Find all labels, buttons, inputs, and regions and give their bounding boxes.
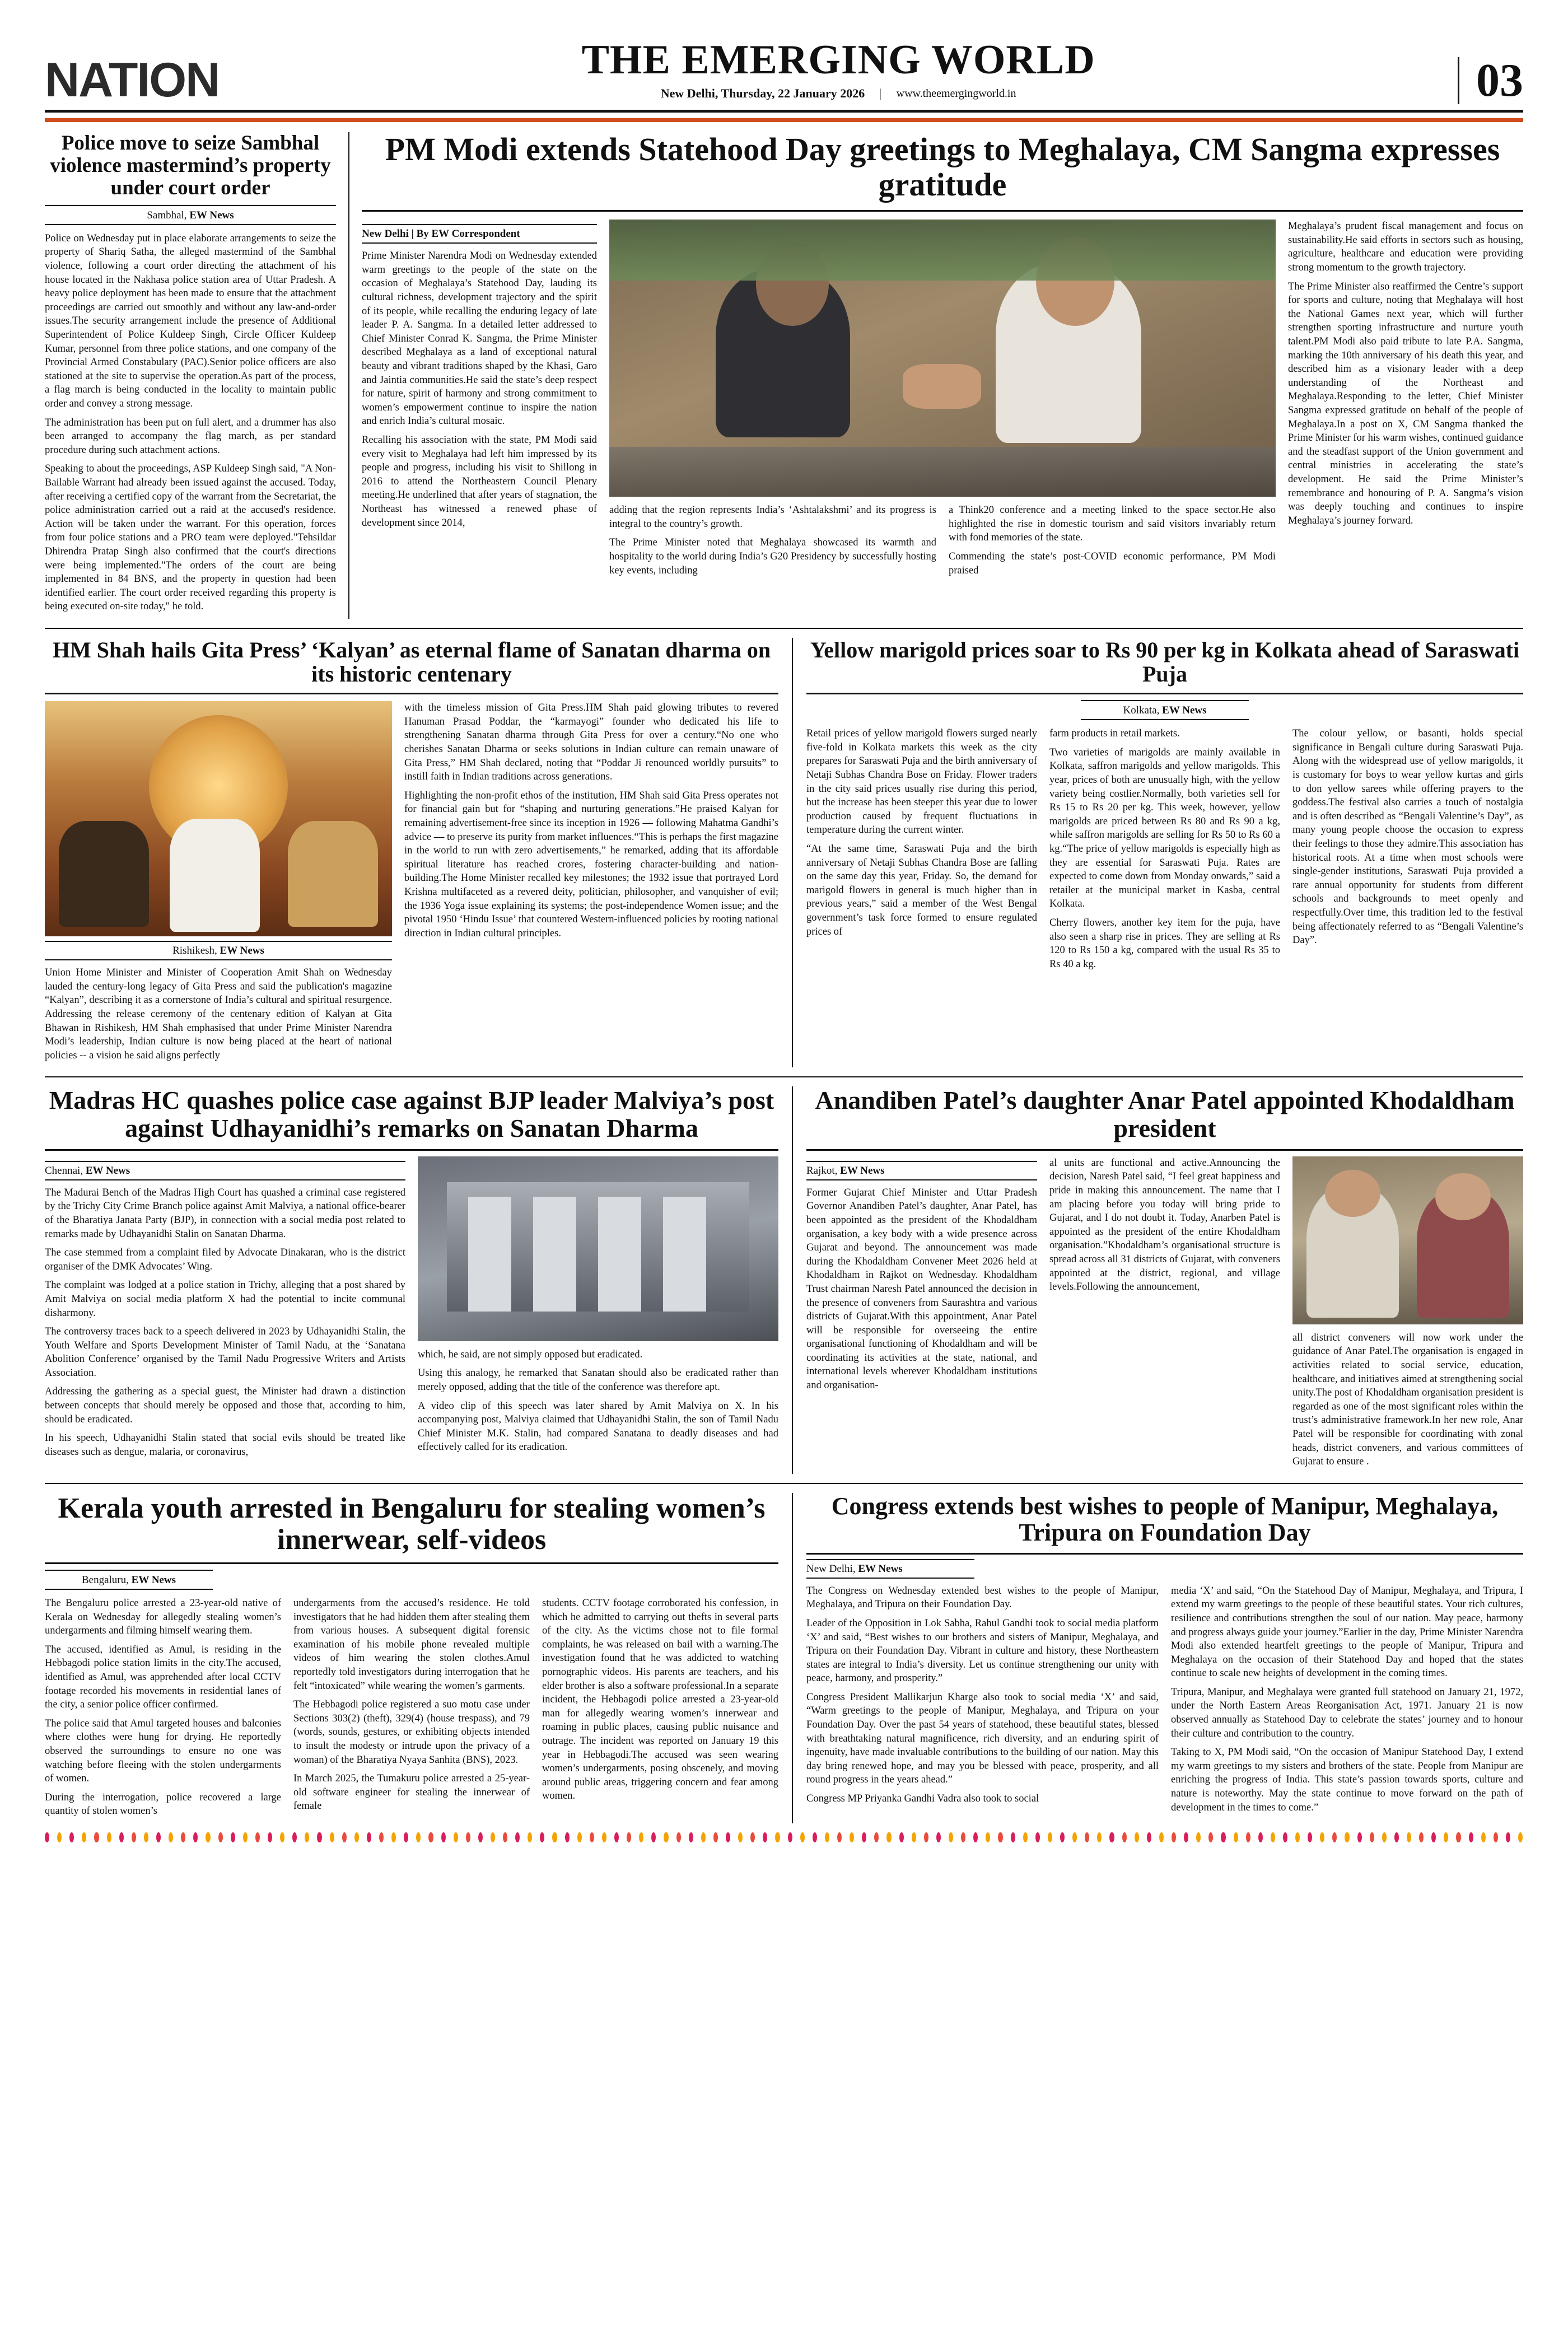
- anar-col3: [1292, 1156, 1523, 1474]
- photo-gita-press-event: [45, 701, 392, 936]
- footer-dot: [255, 1832, 260, 1842]
- footer-dot: [1184, 1832, 1188, 1842]
- footer-dot: [1109, 1832, 1114, 1842]
- byline-source: EW News: [858, 1562, 903, 1575]
- footer-dot: [874, 1832, 879, 1842]
- paragraph: Two varieties of marigolds are mainly available in Kolkata, saffron marigolds and yellow marigolds. This year, prices of both are unusually high, with the yellow variety being costlier.Normally, both varieties sell for Rs 15 to Rs 20 per kg. This week, however, yellow marigolds are priced between Rs 80 and Rs 90 a kg, while saffron marigolds are selling for Rs 50 to Rs 60 a kg.“The price of yellow marigolds is especially high as they are essential for Saraswati Puja. Rates are expected to come down from Monday onwards,” said a retailer at the municipal market in Kasba, central Kolkata.: [1049, 746, 1280, 910]
- paragraph: The Congress on Wednesday extended best wishes to the people of Manipur, Meghalaya, and Tripura on their Foundation Day.: [806, 1585, 1159, 1611]
- footer-dot: [243, 1832, 248, 1842]
- footer-dot: [750, 1832, 755, 1842]
- footer-dot: [1035, 1832, 1040, 1842]
- footer-dot: [367, 1832, 371, 1842]
- paragraph: Cherry flowers, another key item for the puja, have also seen a sharp rise in prices. They are selling at Rs 120 to Rs 150 a kg, compared with the usual Rs 35 to Rs 40 a kg.: [1049, 917, 1280, 970]
- footer-dot: [590, 1832, 594, 1842]
- footer-dot: [1481, 1832, 1486, 1842]
- footer-dot: [713, 1832, 718, 1842]
- footer-dot: [961, 1832, 965, 1842]
- footer-dot: [1258, 1832, 1263, 1842]
- footer-dot: [973, 1832, 978, 1842]
- footer-dot: [540, 1832, 544, 1842]
- paragraph: Speaking to about the proceedings, ASP Kuldeep Singh said, "A Non-Bailable Warrant had already been issued against the accused. Today, after receiving a certified copy of the warrant from the Secretariat, the police administration carried out a raid at the accused's residence. Action will be taken under the warrant. For this operation, forces from four police stations and a PRO team were deployed."Tehsildar Dhirendra Pratap Singh also confirmed that the court's directions were being implemented."The orders of the court are being implemented in 84 BNS, and the property in question had been identified earlier. The court order received regarding this property is being executed on-site today," he told.: [45, 463, 336, 613]
- headline-marigold: Yellow marigold prices soar to Rs 90 per kg in Kolkata ahead of Saraswati Puja: [810, 637, 1520, 687]
- paragraph: The accused, identified as Amul, is residing in the Hebbagodi police station limits in the city.The accused, identified as Amul, was apprehended after local CCTV footage recorded his movements in residential lanes of the city, a senior police officer confirmed.: [45, 1644, 281, 1711]
- footer-dot: [82, 1832, 86, 1842]
- dateline: New Delhi, Thursday, 22 January 2026: [660, 86, 865, 100]
- byline-place: Chennai,: [45, 1164, 83, 1177]
- paragraph: In his speech, Udhayanidhi Stalin stated that social evils should be treated like diseases such as dengue, malaria, or coronavirus,: [45, 1432, 405, 1458]
- footer-dot: [689, 1832, 693, 1842]
- story-madras-hc: [45, 1086, 778, 1473]
- footer-dot: [813, 1832, 817, 1842]
- story-congress: [806, 1493, 1523, 1823]
- pm-modi-photo-and-cols: [609, 220, 1276, 582]
- footer-dot: [899, 1832, 904, 1842]
- byline-source: EW News: [85, 1164, 130, 1177]
- story-gita-press: [45, 638, 778, 1068]
- paragraph: Recalling his association with the state, PM Modi said every visit to Meghalaya had left him impressed by its people and progress, including his visit to Shillong in 2016 to attend the Northeastern Council Plenary meeting.He underlined that after years of stagnation, the Northeast has witnessed a renewed phase of development since 2014,: [362, 434, 597, 529]
- byline-place: Bengaluru,: [81, 1574, 129, 1586]
- headline-kerala-youth: Kerala youth arrested in Bengaluru for stealing women’s innerwear, self-videos: [58, 1492, 766, 1556]
- paragraph: Police on Wednesday put in place elaborate arrangements to seize the property of Shariq Satha, the alleged mastermind of the Sambhal violence, following a court order directing the attachment of his house located in the Nakhasa police station area of Uttar Pradesh. A heavy police deployment has been made to ensure that the attachment proceedings are carried out smoothly and without any law-and-order issues.The security arrangement include the presence of Additional Superintendent of Police Kuldeep Singh, Circle Officer Kuldeep Kumar, personnel from three police stations, and one company of the Provincial Armed Constabulary (PAC).Senior police officers are also stationed at the site to supervise the operation.As part of the process, a flag march is being conducted in the locality to maintain public order and convey a strong message.: [45, 232, 336, 409]
- footer-dot: [1085, 1832, 1089, 1842]
- paragraph: Tripura, Manipur, and Meghalaya were granted full statehood on January 21, 1972, under the North Eastern Areas Reorganisation Act, 1971. January 21 is now observed annually as Statehood Day to celebrate the states’ journey and to honour their culture and contribution to the country.: [1171, 1686, 1523, 1739]
- headline-anar-patel: Anandiben Patel’s daughter Anar Patel appointed Khodaldham president: [815, 1086, 1515, 1143]
- footer-dot: [218, 1832, 223, 1842]
- footer-dot: [428, 1832, 433, 1842]
- footer-dot: [1444, 1832, 1448, 1842]
- footer-dot: [354, 1832, 359, 1842]
- footer-dot: [132, 1832, 136, 1842]
- footer-dot: [1060, 1832, 1065, 1842]
- headline-congress: Congress extends best wishes to people of Manipur, Meghalaya, Tripura on Foundation Day: [831, 1492, 1499, 1547]
- footer-dot: [565, 1832, 570, 1842]
- byline-source: EW News: [220, 945, 264, 957]
- byline-place: New Delhi,: [806, 1562, 856, 1575]
- footer-dot: [1147, 1832, 1151, 1842]
- photo-illustration: [609, 220, 1276, 497]
- footer-dot: [1518, 1832, 1523, 1842]
- footer-dot: [602, 1832, 606, 1842]
- footer-dot: [1431, 1832, 1436, 1842]
- paragraph: a Think20 conference and a meeting linked to the space sector.He also highlighted the rise in domestic tourism and said visitors invariably return with fond memories of the state.: [949, 505, 1276, 544]
- paragraph: The administration has been put on full alert, and a drummer has also been arranged to accompany the flag march, as per standard procedure during such attachment actions.: [45, 417, 336, 456]
- paragraph: The colour yellow, or basanti, holds special significance in Bengali culture during Saraswati Puja. Along with the widespread use of yellow marigolds, it is customary for boys to wear yellow kurtas and girls to don yellow sarees while offering prayers to the goddess.The festival also carries a touch of nostalgia and is often described as “Bengali Valentine’s Day”, as many young people choose the occasion to express their feelings to those they admire.This association has historical roots. At a time when most schools were single-gender institutions, Saraswati Puja provided a rare annual opportunity for students from different schools and backgrounds to meet openly and respectfully.Over time, this tradition led to the festival being affectionately referred to as “Bengali Valentine’s Day”.: [1292, 728, 1523, 946]
- paragraph: Highlighting the non-profit ethos of the institution, HM Shah said Gita Press operates not for financial gain but for “shaping and nurturing generations.”He praised Kalyan for remaining advertisement-free since its inception in 1926 — following Mahatma Gandhi’s advice — to preserve its purity from market influences.“This is perhaps the first magazine in the world to run with zero advertisements,” he remarked, adding that its affordable spiritual literature has reached crores, fostering character-building and nation-building.The Home Minister recalled key milestones; the 1932 issue that portrayed Lord Krishna multifaceted as a revered deity, politician, philosopher, and vanquisher of evil; the 1936 Yoga issue explaining its systems; the post-independence Women issue; and the pivotal 1950 ‘Hindu Issue’ that countered Western-influenced policies by rooting national direction in Indian cultural principles.: [404, 790, 778, 939]
- masthead-orange-rule: [45, 118, 1523, 122]
- footer-dot: [107, 1832, 111, 1842]
- footer-dot: [1097, 1832, 1102, 1842]
- paragraph: The complaint was lodged at a police station in Trichy, alleging that a post shared by Amit Malviya on social media platform X had the potential to incite communal disharmony.: [45, 1280, 405, 1319]
- footer-dot: [268, 1832, 272, 1842]
- paragraph: farm products in retail markets.: [1049, 728, 1180, 740]
- marigold-col1: [806, 727, 1037, 976]
- footer-dot: [1023, 1832, 1028, 1842]
- footer-dot: [1234, 1832, 1238, 1842]
- kerala-col2: [293, 1597, 530, 1823]
- anar-col1: [806, 1156, 1037, 1474]
- footer-dot: [231, 1832, 235, 1842]
- vertical-divider: [792, 638, 793, 1068]
- pm-modi-col1: [362, 220, 597, 582]
- footer-dot: [825, 1832, 829, 1842]
- footer-dot: [1370, 1832, 1374, 1842]
- story-sambhal: [45, 132, 336, 619]
- footer-dot: [763, 1832, 767, 1842]
- footer-dot: [317, 1832, 321, 1842]
- headline-madras-hc: Madras HC quashes police case against BJP leader Malviya’s post against Udhayanidhi’s remarks on Sanatan Dharma: [49, 1086, 774, 1143]
- byline-source: EW News: [840, 1164, 885, 1177]
- footer-dot: [1345, 1832, 1349, 1842]
- footer-dot: [664, 1832, 668, 1842]
- kerala-col1: [45, 1597, 281, 1823]
- congress-col1: [806, 1584, 1159, 1820]
- footer-dot: [416, 1832, 421, 1842]
- paragraph: The controversy traces back to a speech delivered in 2023 by Udhayanidhi Stalin, the Youth Welfare and Sports Development Minister of Tamil Nadu, at the ‘Sanatana Abolition Conference’ organised by the Tamil Nadu Progressive Writers and Artists Association.: [45, 1326, 405, 1379]
- footer-dot: [478, 1832, 483, 1842]
- masthead-separator: |: [879, 86, 882, 100]
- paragraph: Using this analogy, he remarked that Sanatan should also be eradicated rather than merely opposed, adding that the title of the conference was therefore apt.: [418, 1368, 778, 1393]
- footer-dot: [886, 1832, 891, 1842]
- gita-left: [45, 701, 392, 1067]
- footer-dot: [676, 1832, 681, 1842]
- section-three: [45, 1086, 1523, 1473]
- section-two: [45, 638, 1523, 1068]
- footer-dot: [639, 1832, 643, 1842]
- paragraph: Retail prices of yellow marigold flowers surged nearly five-fold in Kolkata markets this week as the city prepares for Saraswati Puja and the birth anniversary of Netaji Subhas Chandra Bose on Friday. Flower traders in the city said prices usually rise during this period, but the increase has been steeper this year due to lower production caused by frequent fluctuations in temperature during the current winter.: [806, 728, 1037, 836]
- footer-dot: [1221, 1832, 1225, 1842]
- footer-dot: [206, 1832, 210, 1842]
- footer-dot: [1419, 1832, 1424, 1842]
- footer-dot: [1469, 1832, 1473, 1842]
- paragraph: Congress President Mallikarjun Kharge also took to social media ‘X’ and said, “Warm greetings to the people of Manipur, Meghalaya, and Tripura on your Foundation Day. Over the past 54 years of statehood, these beautiful states, blessed with breathtaking natural magnificence, rich diversity, and an enduring spirit of ingenuity, have made invaluable contributions to the building of our nation. May this day bring renewed hope, and may you be blessed with peace, prosperity, and all round progress in the years ahead.”: [806, 1691, 1159, 1786]
- kerala-col3: [542, 1597, 778, 1823]
- footer-dot: [391, 1832, 396, 1842]
- footer-dot: [119, 1832, 124, 1842]
- byline-marigold: [1081, 700, 1249, 720]
- byline-place: Rajkot,: [806, 1164, 838, 1177]
- headline-gita-press: HM Shah hails Gita Press’ ‘Kalyan’ as eternal flame of Sanatan dharma on its historic centenary: [52, 637, 771, 687]
- paragraph: In March 2025, the Tumakuru police arrested a 25-year-old software engineer for stealing the innerwear of female: [293, 1773, 530, 1812]
- section-divider: [45, 628, 1523, 629]
- paragraph: Addressing the gathering as a special guest, the Minister had drawn a distinction between concepts that should merely be opposed and those that, according to him, should be eradicated.: [45, 1386, 405, 1425]
- footer-dot: [837, 1832, 842, 1842]
- footer-dot: [949, 1832, 953, 1842]
- byline-place: Kolkata,: [1123, 704, 1160, 717]
- footer-dot: [788, 1832, 792, 1842]
- paragraph: al units are functional and active.Announcing the decision, Naresh Patel said, “I feel great happiness and pride in making this announcement. The name that I am placing before you today will bring pride to Gujarat, and I do not doubt it. Today, Anarben Patel is appointed as the president of the entire Khodaldham organisation.”Khodaldham’s organisational structure is spread across all 31 districts of Gujarat, with conveners appointed at the district, regional, and village levels.Following the announcement,: [1049, 1157, 1280, 1293]
- paragraph: with the timeless mission of Gita Press.HM Shah paid glowing tributes to revered Hanuman Prasad Poddar, the “karmayogi” founder who dedicated his life to strengthening Sanatan dharma through Gita Press for over a century.“No one who cherishes Sanatan Dharma or seeks solutions in Indian culture can remain unaware of Gita Press,” HM Shah declared, noting that “Poddar Ji renounced worldly pursuits” to instill faith in Indian traditions across generations.: [404, 702, 778, 783]
- footer-dot: [912, 1832, 916, 1842]
- byline-place: Rishikesh,: [172, 945, 217, 957]
- footer-dot: [936, 1832, 941, 1842]
- footer-dot: [1320, 1832, 1324, 1842]
- footer-dot: [775, 1832, 780, 1842]
- madras-col1: [45, 1156, 405, 1464]
- section-title: NATION: [45, 53, 220, 107]
- footer-dot: [169, 1832, 173, 1842]
- footer-dot: [850, 1832, 854, 1842]
- footer-dot: [466, 1832, 470, 1842]
- footer-dot: [1172, 1832, 1176, 1842]
- footer-dot: [441, 1832, 446, 1842]
- footer-dot: [528, 1832, 532, 1842]
- footer-dot: [1135, 1832, 1139, 1842]
- footer-dot: [800, 1832, 805, 1842]
- byline-source: EW News: [1162, 704, 1207, 717]
- footer-dot: [701, 1832, 706, 1842]
- marigold-col2: [1049, 727, 1280, 976]
- pm-modi-col4: [1288, 220, 1523, 582]
- paragraph: adding that the region represents India’s ‘Ashtalakshmi’ and its progress is integral to the country’s growth.: [609, 505, 936, 530]
- footer-dot: [280, 1832, 284, 1842]
- paragraph: The Madurai Bench of the Madras High Court has quashed a criminal case registered by the Trichy City Crime Branch police against Amit Malviya, a national office-bearer of the Bharatiya Janata Party (BJP), in connection with a social media post related to remarks made by Udhayanidhi Stalin on Sanatan Dharma.: [45, 1187, 405, 1240]
- footer-dot: [144, 1832, 148, 1842]
- footer-dot: [305, 1832, 309, 1842]
- story-pm-modi: [362, 132, 1523, 619]
- story-marigold: [806, 638, 1523, 1068]
- footer-dot: [404, 1832, 408, 1842]
- footer-dot: [1048, 1832, 1052, 1842]
- footer-dot: [738, 1832, 743, 1842]
- photo-madras-high-court: [418, 1156, 778, 1341]
- vertical-divider: [792, 1086, 793, 1473]
- footer-dot: [292, 1832, 297, 1842]
- byline-anar-patel: [806, 1161, 1037, 1180]
- vertical-divider: [348, 132, 349, 619]
- footer-dot: [726, 1832, 730, 1842]
- section-top: [45, 132, 1523, 619]
- paragraph: Prime Minister Narendra Modi on Wednesday extended warm greetings to the people of the state on the occasion of Meghalaya’s Statehood Day, lauding its cultural richness, development trajectory and the spirit of its people, while recalling the enduring legacy of late leader P. A. Sangma. In a detailed letter addressed to Chief Minister Conrad K. Sangma, the Prime Minister described Meghalaya as a land of exceptional natural beauty and vibrant traditions shaped by the Khasi, Garo and Jaintia communities.He said the state’s deep respect for nature, spirit of harmony and strong commitment to women’s empowerment continue to inspire the nation and enrich India’s cultural mosaic.: [362, 250, 597, 427]
- footer-dot: [862, 1832, 866, 1842]
- footer-dot: [1208, 1832, 1213, 1842]
- byline-madras-hc: [45, 1161, 405, 1180]
- byline-pm-modi: [362, 224, 597, 244]
- footer-dot: [552, 1832, 557, 1842]
- paragraph: The Prime Minister also reaffirmed the Centre’s support for sports and culture, noting that Meghalaya will host the National Games next year, which will further strengthen sporting infrastructure and nurture youth talent.PM Modi also paid tribute to late P.A. Sangma, marking the 10th anniversary of his death this year, and described him as a visionary leader with a deep understanding of the Northeast and Meghalaya.Responding to the letter, Chief Minister Sangma expressed gratitude on behalf of the people of Meghalaya.In a post on X, CM Sangma thanked the Prime Minister for his warm wishes, continued guidance and the steadfast support of the Union government and central ministries in accelerating the state’s development. He said the Prime Minister’s remembrance and honouring of P. A. Sangma’s vision was deeply touching and continues to inspire Meghalaya’s journey forward.: [1288, 281, 1523, 526]
- section-divider: [45, 1483, 1523, 1484]
- byline-sambhal: [45, 205, 336, 225]
- footer-dot: [379, 1832, 384, 1842]
- paper-title: THE EMERGING WORLD: [581, 37, 1095, 83]
- footer-dot: [94, 1832, 99, 1842]
- paragraph: The Prime Minister noted that Meghalaya showcased its warmth and hospitality to the world during India’s G20 Presidency by successfully hosting key events, including: [609, 537, 936, 576]
- paragraph: students. CCTV footage corroborated his confession, in which he admitted to carrying out thefts in several parts of the city. As the victims chose not to file formal complaints, he was released on bail with a warning.The investigation found that he was addicted to watching pornographic videos. His parents are teachers, and his elder brother is also a software professional.In a separate incident, the Hebbagodi police arrested a 23-year-old man for allegedly wearing women’s innerwear and roaming in public places, causing public nuisance and outrage. The incident was reported on January 19 this year in Hebbagodi.The accused was seen wearing women’s undergarments, posing obscenely, and moving around public areas, triggering concern and fear among women.: [542, 1598, 778, 1802]
- byline-gita-press: [45, 941, 392, 960]
- masthead-center: [219, 39, 1458, 104]
- paragraph: “At the same time, Saraswati Puja and the birth anniversary of Netaji Subhas Chandra Bose are falling on the same day this year, Friday. So, the demand for marigold flowers in general is much higher than in previous years,” said a member of the West Bengal government’s task force formed to ensure regulated prices of: [806, 843, 1037, 937]
- photo-pm-modi-with-cm-sangma: [609, 220, 1276, 497]
- footer-dot: [69, 1832, 74, 1842]
- paragraph: Former Gujarat Chief Minister and Uttar Pradesh Governor Anandiben Patel’s daughter, Anar Patel, has been appointed as the president of the Khodaldham organisation, a key body with a wide presence across Gujarat and beyond. The announcement was made during the Khodaldham Convener Meet 2026 held at Khodaldham in Rajkot on Wednesday. Khodaldham Trust chairman Naresh Patel announced the decision in the presence of conveners from Saurashtra and various districts of Gujarat.With this appointment, Anar Patel will be responsible for overseeing the entire organisational functioning of Khodaldham and will be coordinating its activities at the state, national, and international levels wherever Khodaldham institutions and organisation-: [806, 1187, 1037, 1392]
- story-kerala-youth: [45, 1493, 778, 1823]
- footer-dot: [342, 1832, 347, 1842]
- footer-dot: [651, 1832, 656, 1842]
- congress-col2: [1171, 1584, 1523, 1820]
- paragraph: all district conveners will now work under the guidance of Anar Patel.The organisation is engaged in activities related to social service, education, healthcare, and initiatives aimed at strengthening social unity.The post of Khodaldham organisation president is regarded as one of the most significant roles within the trust’s administrative framework.In her new role, Anar Patel will be responsible for coordinating with zonal heads, district conveners, and various committees of Gujarat to ensure .: [1292, 1332, 1523, 1468]
- footer-dot: [57, 1832, 62, 1842]
- footer-dot: [998, 1832, 1002, 1842]
- footer-dot: [1394, 1832, 1399, 1842]
- paragraph: which, he said, are not simply opposed but eradicated.: [418, 1348, 643, 1360]
- byline-source: EW News: [131, 1574, 176, 1586]
- madras-col2: [418, 1156, 778, 1464]
- footer-dot: [1159, 1832, 1164, 1842]
- paragraph: undergarments from the accused’s residence. He told investigators that he had hidden them after stealing them from various houses. A subsequent digital forensic examination of his mobile phone revealed multiple videos of him wearing the stolen clothes.Amul reportedly told investigators during interrogation that he felt “intoxicated” while wearing the women’s garments.: [293, 1598, 530, 1692]
- pm-modi-col2: [609, 503, 936, 582]
- paragraph: media ‘X’ and said, “On the Statehood Day of Manipur, Meghalaya, and Tripura, I extend my warm greetings to the people of these beautiful states. Your rich cultures, resilience and contributions strengthen the soul of our nation. May peace, harmony and progress always guide your journey.”Earlier in the day, Prime Minister Narendra Modi also extended heartfelt greetings to the people of Manipur, Tripura and Meghalaya on the occasion of their Statehood Day and hoped that the states continue to scale new heights of development in the coming times.: [1171, 1585, 1523, 1679]
- footer-dot: [1271, 1832, 1275, 1842]
- footer-dot: [627, 1832, 631, 1842]
- footer-dot: [1332, 1832, 1337, 1842]
- paragraph: Meghalaya’s prudent fiscal management and focus on sustainability.He said efforts in sectors such as housing, agriculture, healthcare and education were providing strong momentum to the growth trajectory.: [1288, 221, 1523, 274]
- paragraph: Leader of the Opposition in Lok Sabha, Rahul Gandhi took to social media platform ‘X’ and said, “Best wishes to our brothers and sisters of Manipur, Meghalaya, and Tripura on their Foundation Day. Vibrant in culture and history, these Northeastern states are integral to India’s diversity. Let us continue strengthening our unity with peace, harmony, and prosperity.”: [806, 1617, 1159, 1684]
- footer-dot: [986, 1832, 990, 1842]
- paragraph: The case stemmed from a complaint filed by Advocate Dinakaran, who is the district organiser of the DMK Advocates’ Wing.: [45, 1247, 405, 1272]
- footer-dot: [1357, 1832, 1362, 1842]
- footer-dot: [614, 1832, 619, 1842]
- byline-place: Sambhal,: [147, 209, 187, 221]
- anar-col2: [1049, 1156, 1280, 1474]
- photo-anar-patel: [1292, 1156, 1523, 1324]
- paragraph: The police said that Amul targeted houses and balconies where clothes were hung for drying. He reportedly observed the surroundings to ensure no one was watching before fleeing with the stolen undergarments of women.: [45, 1718, 281, 1785]
- byline-kerala-youth: [45, 1570, 213, 1590]
- footer-dot: [454, 1832, 458, 1842]
- footer-dot: [1072, 1832, 1077, 1842]
- paragraph: During the interrogation, police recovered a large quantity of stolen women’s: [45, 1791, 281, 1817]
- footer-dot: [1494, 1832, 1498, 1842]
- byline-source: EW News: [189, 209, 234, 221]
- website-url[interactable]: www.theemergingworld.in: [896, 87, 1016, 100]
- footer-dot: [1011, 1832, 1015, 1842]
- masthead: [45, 39, 1523, 113]
- footer-dot: [330, 1832, 334, 1842]
- footer-dot: [1308, 1832, 1312, 1842]
- vertical-divider: [792, 1493, 793, 1823]
- footer-dot: [1407, 1832, 1411, 1842]
- footer-dot: [1456, 1832, 1460, 1842]
- byline-text: New Delhi | By EW Correspondent: [362, 228, 520, 240]
- footer-dot: [1283, 1832, 1287, 1842]
- footer-dot: [181, 1832, 185, 1842]
- paragraph: Commending the state’s post-COVID economic performance, PM Modi praised: [949, 551, 1276, 576]
- footer-dot: [45, 1832, 49, 1842]
- footer-dot: [515, 1832, 520, 1842]
- page-number: 03: [1458, 57, 1523, 104]
- paragraph: The Hebbagodi police registered a suo motu case under Sections 303(2) (theft), 329(4) (house trespass), and 79 (words, sounds, gestures, or exhibiting objects intended to insult the modesty or intrude upon the privacy of a woman) of the Bharatiya Nyaya Sanhita (BNS), 2023.: [293, 1699, 530, 1766]
- story-anar-patel: [806, 1086, 1523, 1473]
- headline-pm-modi: PM Modi extends Statehood Day greetings to Meghalaya, CM Sangma expresses gratitude: [385, 131, 1500, 203]
- footer-dot: [1295, 1832, 1300, 1842]
- footer-dot: [1506, 1832, 1510, 1842]
- footer-dot: [1246, 1832, 1250, 1842]
- masthead-subline: [219, 86, 1458, 101]
- paragraph: A video clip of this speech was later shared by Amit Malviya on X. In his accompanying post, Malviya claimed that Udhayanidhi Stalin, the son of Tamil Nadu Chief Minister M.K. Stalin, had compared Sanatana to deadly diseases and had effectively called for its eradication.: [418, 1400, 778, 1453]
- paragraph: Congress MP Priyanka Gandhi Vadra also took to social: [806, 1793, 1039, 1805]
- footer-dot: [193, 1832, 198, 1842]
- footer-dot: [1382, 1832, 1387, 1842]
- footer-dot: [924, 1832, 928, 1842]
- section-divider: [45, 1076, 1523, 1077]
- footer-dot: [577, 1832, 582, 1842]
- section-four: [45, 1493, 1523, 1823]
- marigold-col3: [1292, 727, 1523, 976]
- byline-congress: [806, 1559, 974, 1579]
- pm-modi-col3: [949, 503, 1276, 582]
- footer-dot: [1196, 1832, 1201, 1842]
- footer-dot: [1122, 1832, 1127, 1842]
- headline-sambhal: Police move to seize Sambhal violence mastermind’s property under court order: [50, 132, 331, 199]
- gita-right: [404, 701, 778, 1067]
- footer-dot: [156, 1832, 161, 1842]
- paragraph: Taking to X, PM Modi said, “On the occasion of Manipur Statehood Day, I extend my warm greetings to my sisters and brothers of the state. People from Manipur are enriching the progress of India. This state’s passion towards sports, culture and nature is noteworthy. May the state continue to move forward on the path of development in the times to come.”: [1171, 1747, 1523, 1813]
- paragraph: Union Home Minister and Minister of Cooperation Amit Shah on Wednesday lauded the century-long legacy of Gita Press and said the publication's magazine “Kalyan”, describing it as a cornerstone of India’s cultural and spiritual resurgence. Addressing the release ceremony of the centenary edition of Kalyan at Gita Bhawan in Rishikesh, HM Shah emphasised that under Prime Minister Narendra Modi’s leadership, Indian culture is now being placed at the heart of national policies -- a vision he said aligns perfectly: [45, 967, 392, 1061]
- footer-dot: [503, 1832, 507, 1842]
- footer-decoration: [45, 1832, 1523, 1842]
- footer-dot: [491, 1832, 495, 1842]
- paragraph: The Bengaluru police arrested a 23-year-old native of Kerala on Wednesday for allegedly stealing women’s undergarments and filming himself wearing them.: [45, 1598, 281, 1637]
